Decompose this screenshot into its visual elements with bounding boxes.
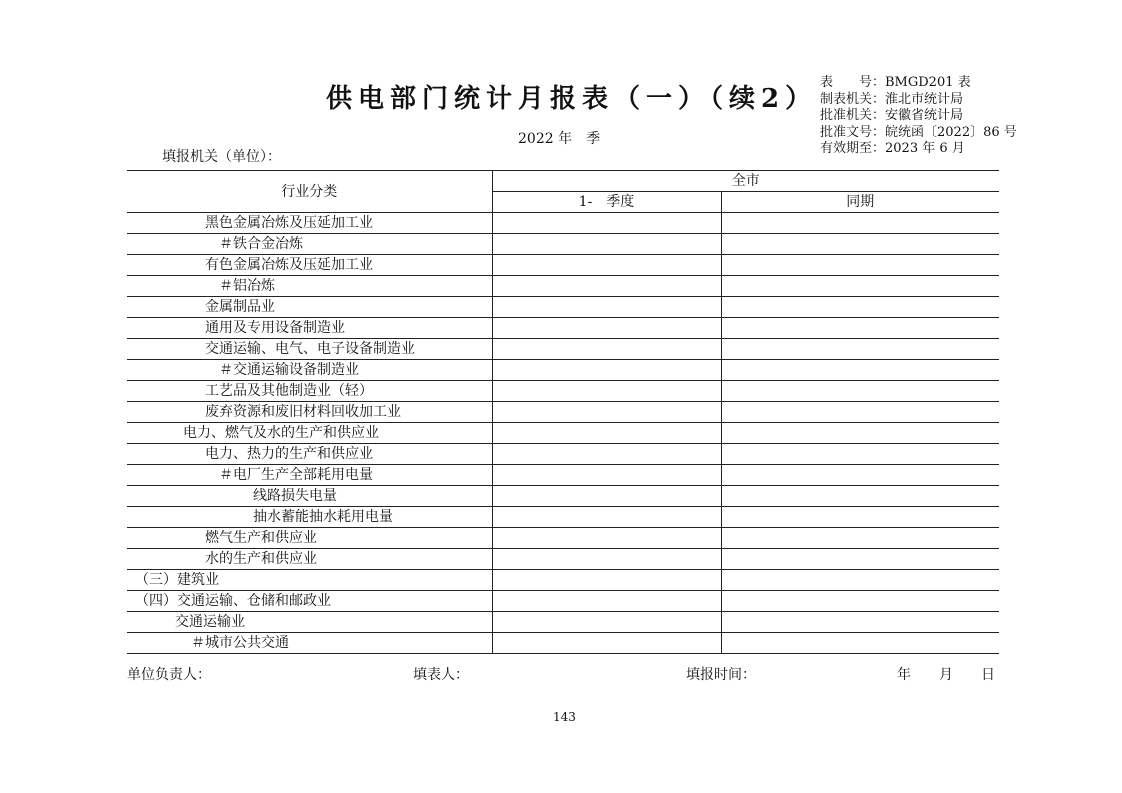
table-row	[127, 255, 999, 276]
quarter-value-cell	[492, 360, 721, 381]
table-row	[127, 570, 999, 591]
table-row	[127, 612, 999, 633]
same-period-value-cell	[721, 507, 999, 528]
quarter-value-cell	[492, 486, 721, 507]
quarter-value-cell	[492, 234, 721, 255]
industry-label: 有色金属冶炼及压延加工业	[127, 255, 492, 276]
table-row	[127, 549, 999, 570]
quarter-value-cell	[492, 381, 721, 402]
industry-label: 交通运输业	[127, 612, 492, 633]
industry-label: 废弃资源和废旧材料回收加工业	[127, 402, 492, 423]
industry-label: 电力、燃气及水的生产和供应业	[127, 423, 492, 444]
same-period-value-cell	[721, 570, 999, 591]
quarter-value-cell	[492, 633, 721, 654]
quarter-value-cell	[492, 402, 721, 423]
industry-label: 线路损失电量	[127, 486, 492, 507]
quarter-value-cell	[492, 465, 721, 486]
same-period-value-cell	[721, 213, 999, 234]
quarter-value-cell	[492, 297, 721, 318]
quarter-value-cell	[492, 255, 721, 276]
year-label: 年	[897, 667, 911, 683]
approval-document: 批准文号：皖统函〔2022〕86 号	[820, 124, 1017, 140]
table-row	[127, 528, 999, 549]
approving-authority: 批准机关：安徽省统计局	[820, 108, 964, 123]
industry-label: ＃城市公共交通	[127, 633, 492, 654]
same-period-value-cell	[721, 444, 999, 465]
quarter-value-cell	[492, 549, 721, 570]
industry-label: ＃交通运输设备制造业	[127, 360, 492, 381]
table-row	[127, 486, 999, 507]
table-row	[127, 276, 999, 297]
quarter-value-cell	[492, 213, 721, 234]
same-period-value-cell	[721, 423, 999, 444]
same-period-value-cell	[721, 297, 999, 318]
industry-label: 电力、热力的生产和供应业	[127, 444, 492, 465]
quarter-header: 1- 季度	[492, 192, 721, 213]
same-period-value-cell	[721, 234, 999, 255]
table-row	[127, 444, 999, 465]
table-row	[127, 234, 999, 255]
table-row	[127, 318, 999, 339]
industry-label: ＃铁合金冶炼	[127, 234, 492, 255]
table-row	[127, 402, 999, 423]
table-row	[127, 423, 999, 444]
same-period-value-cell	[721, 612, 999, 633]
industry-label: 通用及专用设备制造业	[127, 318, 492, 339]
quarter-value-cell	[492, 507, 721, 528]
table-row	[127, 213, 999, 234]
industry-label: 燃气生产和供应业	[127, 528, 492, 549]
report-period: 2022 年 季	[518, 131, 601, 147]
quarter-value-cell	[492, 528, 721, 549]
quarter-value-cell	[492, 339, 721, 360]
valid-until: 有效期至：2023 年 6 月	[820, 141, 965, 156]
same-period-value-cell	[721, 402, 999, 423]
industry-label: 交通运输、电气、电子设备制造业	[127, 339, 492, 360]
quarter-value-cell	[492, 423, 721, 444]
quarter-value-cell	[492, 612, 721, 633]
same-period-value-cell	[721, 528, 999, 549]
table-row	[127, 297, 999, 318]
table-row	[127, 381, 999, 402]
same-period-value-cell	[721, 633, 999, 654]
city-header: 全市	[492, 171, 999, 192]
page-number: 143	[553, 710, 576, 724]
filler-unit-label: 填报机关（单位）：	[162, 149, 281, 165]
quarter-value-cell	[492, 318, 721, 339]
preparer-label: 填表人：	[413, 667, 469, 683]
industry-label: ＃电厂生产全部耗用电量	[127, 465, 492, 486]
table-row	[127, 339, 999, 360]
month-label: 月	[939, 667, 953, 683]
day-label: 日	[981, 667, 995, 683]
table-row	[127, 465, 999, 486]
same-period-value-cell	[721, 465, 999, 486]
issuing-authority: 制表机关：淮北市统计局	[820, 91, 964, 107]
industry-label: （四）交通运输、仓储和邮政业	[127, 591, 492, 612]
same-period-value-cell	[721, 360, 999, 381]
industry-label: 水的生产和供应业	[127, 549, 492, 570]
same-period-header: 同期	[721, 192, 999, 213]
responsible-person-label: 单位负责人：	[127, 667, 211, 683]
table-number: 表 号：BMGD201 表	[820, 75, 971, 90]
table-row	[127, 360, 999, 381]
same-period-value-cell	[721, 318, 999, 339]
industry-label: ＃铝冶炼	[127, 276, 492, 297]
same-period-value-cell	[721, 276, 999, 297]
fill-date-label: 填报时间：	[686, 667, 756, 683]
table-row	[127, 591, 999, 612]
industry-label: （三）建筑业	[127, 570, 492, 591]
same-period-value-cell	[721, 486, 999, 507]
header-row-1	[127, 171, 999, 192]
quarter-value-cell	[492, 444, 721, 465]
industry-label: 金属制品业	[127, 297, 492, 318]
industry-label: 抽水蓄能抽水耗用电量	[127, 507, 492, 528]
quarter-value-cell	[492, 276, 721, 297]
same-period-value-cell	[721, 339, 999, 360]
report-table	[127, 170, 999, 654]
form-metadata	[820, 75, 1017, 158]
table-row	[127, 633, 999, 654]
industry-label: 工艺品及其他制造业（轻）	[127, 381, 492, 402]
quarter-value-cell	[492, 591, 721, 612]
same-period-value-cell	[721, 255, 999, 276]
same-period-value-cell	[721, 591, 999, 612]
report-title: 供电部门统计月报表（一）（续2）	[326, 84, 818, 114]
quarter-value-cell	[492, 570, 721, 591]
industry-header: 行业分类	[127, 171, 492, 213]
same-period-value-cell	[721, 549, 999, 570]
table-row	[127, 507, 999, 528]
same-period-value-cell	[721, 381, 999, 402]
industry-label: 黑色金属冶炼及压延加工业	[127, 213, 492, 234]
